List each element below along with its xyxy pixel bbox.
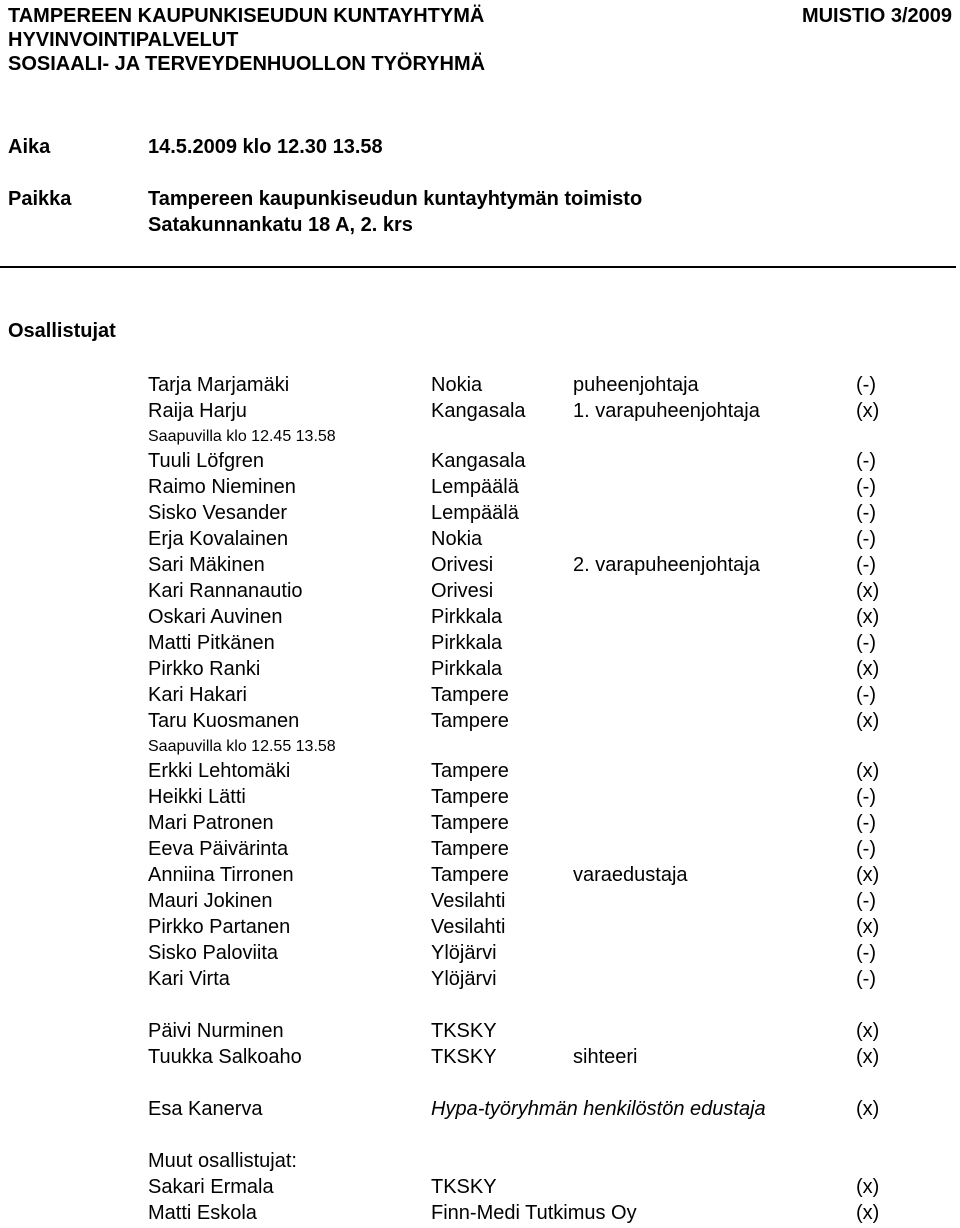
participant-row [0,710,960,736]
participant-role: varaedustaja [573,864,688,886]
participant-name: Tuuli Löfgren [148,450,264,472]
participant-place: Nokia [431,374,483,396]
participants-heading: Osallistujat [8,320,116,342]
participant-name: Heikki Lätti [148,786,246,808]
participant-name: Anniina Tirronen [148,864,294,886]
participant-attendance: (-) [856,502,876,524]
participant-name: Mauri Jokinen [148,890,273,912]
participant-name: Sari Mäkinen [148,554,265,576]
participant-place: Vesilahti [431,916,506,938]
participant-name: Kari Hakari [148,684,247,706]
participant-row [0,1176,960,1202]
participant-place: TKSKY [431,1046,497,1068]
participant-name: Sisko Paloviita [148,942,279,964]
arrival-note: Saapuvilla klo 12.55 13.58 [148,738,336,755]
participant-name: Sisko Vesander [148,502,287,524]
place-label: Paikka [8,188,72,210]
participant-place: Tampere [431,838,509,860]
participant-attendance: (x) [856,580,880,602]
participant-name: Raimo Nieminen [148,476,296,498]
participant-place: Tampere [431,710,509,732]
participant-row [0,1046,960,1072]
participant-attendance: (-) [856,632,876,654]
participant-row [0,684,960,710]
section-divider [0,266,956,268]
time-label: Aika [8,136,51,158]
participant-name: Oskari Auvinen [148,606,283,628]
participant-attendance: (x) [856,1020,880,1042]
participant-place: Orivesi [431,554,494,576]
participant-role: 2. varapuheenjohtaja [573,554,760,576]
participant-place: Tampere [431,786,509,808]
participant-row [0,1098,960,1124]
participant-name: Sakari Ermala [148,1176,274,1198]
working-group: SOSIAALI- JA TERVEYDENHUOLLON TYÖRYHMÄ [8,53,486,75]
others-heading-row [0,1150,960,1176]
participant-row [0,890,960,916]
participant-attendance: (-) [856,968,876,990]
participant-name: Taru Kuosmanen [148,710,300,732]
participant-attendance: (x) [856,710,880,732]
participant-place: Orivesi [431,580,494,602]
participant-attendance: (-) [856,684,876,706]
participant-name: Matti Pitkänen [148,632,275,654]
participant-row [0,1202,960,1228]
participant-row [0,658,960,684]
participant-row [0,1020,960,1046]
participant-place: Ylöjärvi [431,942,497,964]
participant-place: Pirkkala [431,606,503,628]
arrival-note: Saapuvilla klo 12.45 13.58 [148,428,336,445]
participant-row [0,580,960,606]
participant-name: Eeva Päivärinta [148,838,289,860]
participant-name: Matti Eskola [148,1202,257,1224]
participant-attendance: (-) [856,786,876,808]
participant-place: Pirkkala [431,632,503,654]
place-line-2: Satakunnankatu 18 A, 2. krs [148,214,413,236]
participant-attendance: (x) [856,658,880,680]
participant-name: Pirkko Partanen [148,916,291,938]
participant-place: Kangasala [431,400,526,422]
participant-attendance: (-) [856,942,876,964]
participant-attendance: (x) [856,1046,880,1068]
participant-attendance: (x) [856,916,880,938]
participant-name: Pirkko Ranki [148,658,261,680]
participant-attendance: (x) [856,606,880,628]
participant-name: Erkki Lehtomäki [148,760,291,782]
document-id: MUISTIO 3/2009 [801,5,952,27]
participant-row [0,838,960,864]
participant-place: TKSKY [431,1176,497,1198]
participant-row [0,502,960,528]
participant-row [0,554,960,580]
participant-row [0,476,960,502]
participant-name: Esa Kanerva [148,1098,263,1120]
participant-row [0,374,960,400]
participant-role: puheenjohtaja [573,374,699,396]
participant-role: sihteeri [573,1046,638,1068]
participant-place: Lempäälä [431,476,519,498]
participant-attendance: (x) [856,760,880,782]
time-value: 14.5.2009 klo 12.30 13.58 [148,136,383,158]
participant-name: Kari Virta [148,968,230,990]
org-name: TAMPEREEN KAUPUNKISEUDUN KUNTAYHTYMÄ [8,5,485,27]
participant-name: Raija Harju [148,400,247,422]
org-unit: HYVINVOINTIPALVELUT [8,29,239,51]
participant-row [0,632,960,658]
others-heading: Muut osallistujat: [148,1150,297,1172]
participant-attendance: (-) [856,890,876,912]
participant-row [0,864,960,890]
participant-attendance: (-) [856,374,876,396]
participant-place: Kangasala [431,450,526,472]
participant-attendance: (x) [856,864,880,886]
participant-place: Tampere [431,812,509,834]
participant-row [0,450,960,476]
participant-place: Hypa-työryhmän henkilöstön edustaja [431,1098,766,1120]
participant-name: Erja Kovalainen [148,528,289,550]
participant-attendance: (x) [856,400,880,422]
participant-attendance: (-) [856,528,876,550]
participant-attendance: (-) [856,838,876,860]
participant-attendance: (x) [856,1176,880,1198]
participant-name: Mari Patronen [148,812,274,834]
participant-attendance: (-) [856,476,876,498]
participant-attendance: (-) [856,450,876,472]
participant-name: Kari Rannanautio [148,580,303,602]
participant-row [0,942,960,968]
participant-row [0,812,960,838]
participant-place: Finn-Medi Tutkimus Oy [431,1202,637,1224]
participant-place: Tampere [431,760,509,782]
participant-name: Päivi Nurminen [148,1020,284,1042]
participant-place: Tampere [431,864,509,886]
participant-row [0,786,960,812]
participant-row [0,916,960,942]
participant-attendance: (-) [856,554,876,576]
participant-place: Pirkkala [431,658,503,680]
participant-name: Tarja Marjamäki [148,374,290,396]
place-line-1: Tampereen kaupunkiseudun kuntayhtymän toimisto [148,188,643,210]
participant-place: TKSKY [431,1020,497,1042]
participant-attendance: (x) [856,1202,880,1224]
participant-row [0,606,960,632]
participant-place: Nokia [431,528,483,550]
participant-place: Vesilahti [431,890,506,912]
participant-place: Lempäälä [431,502,519,524]
participant-name: Tuukka Salkoaho [148,1046,302,1068]
participant-row [0,760,960,786]
participant-row [0,528,960,554]
participant-place: Ylöjärvi [431,968,497,990]
participant-row [0,400,960,426]
participant-row [0,968,960,994]
participant-attendance: (x) [856,1098,880,1120]
participant-role: 1. varapuheenjohtaja [573,400,760,422]
participant-attendance: (-) [856,812,876,834]
participant-place: Tampere [431,684,509,706]
